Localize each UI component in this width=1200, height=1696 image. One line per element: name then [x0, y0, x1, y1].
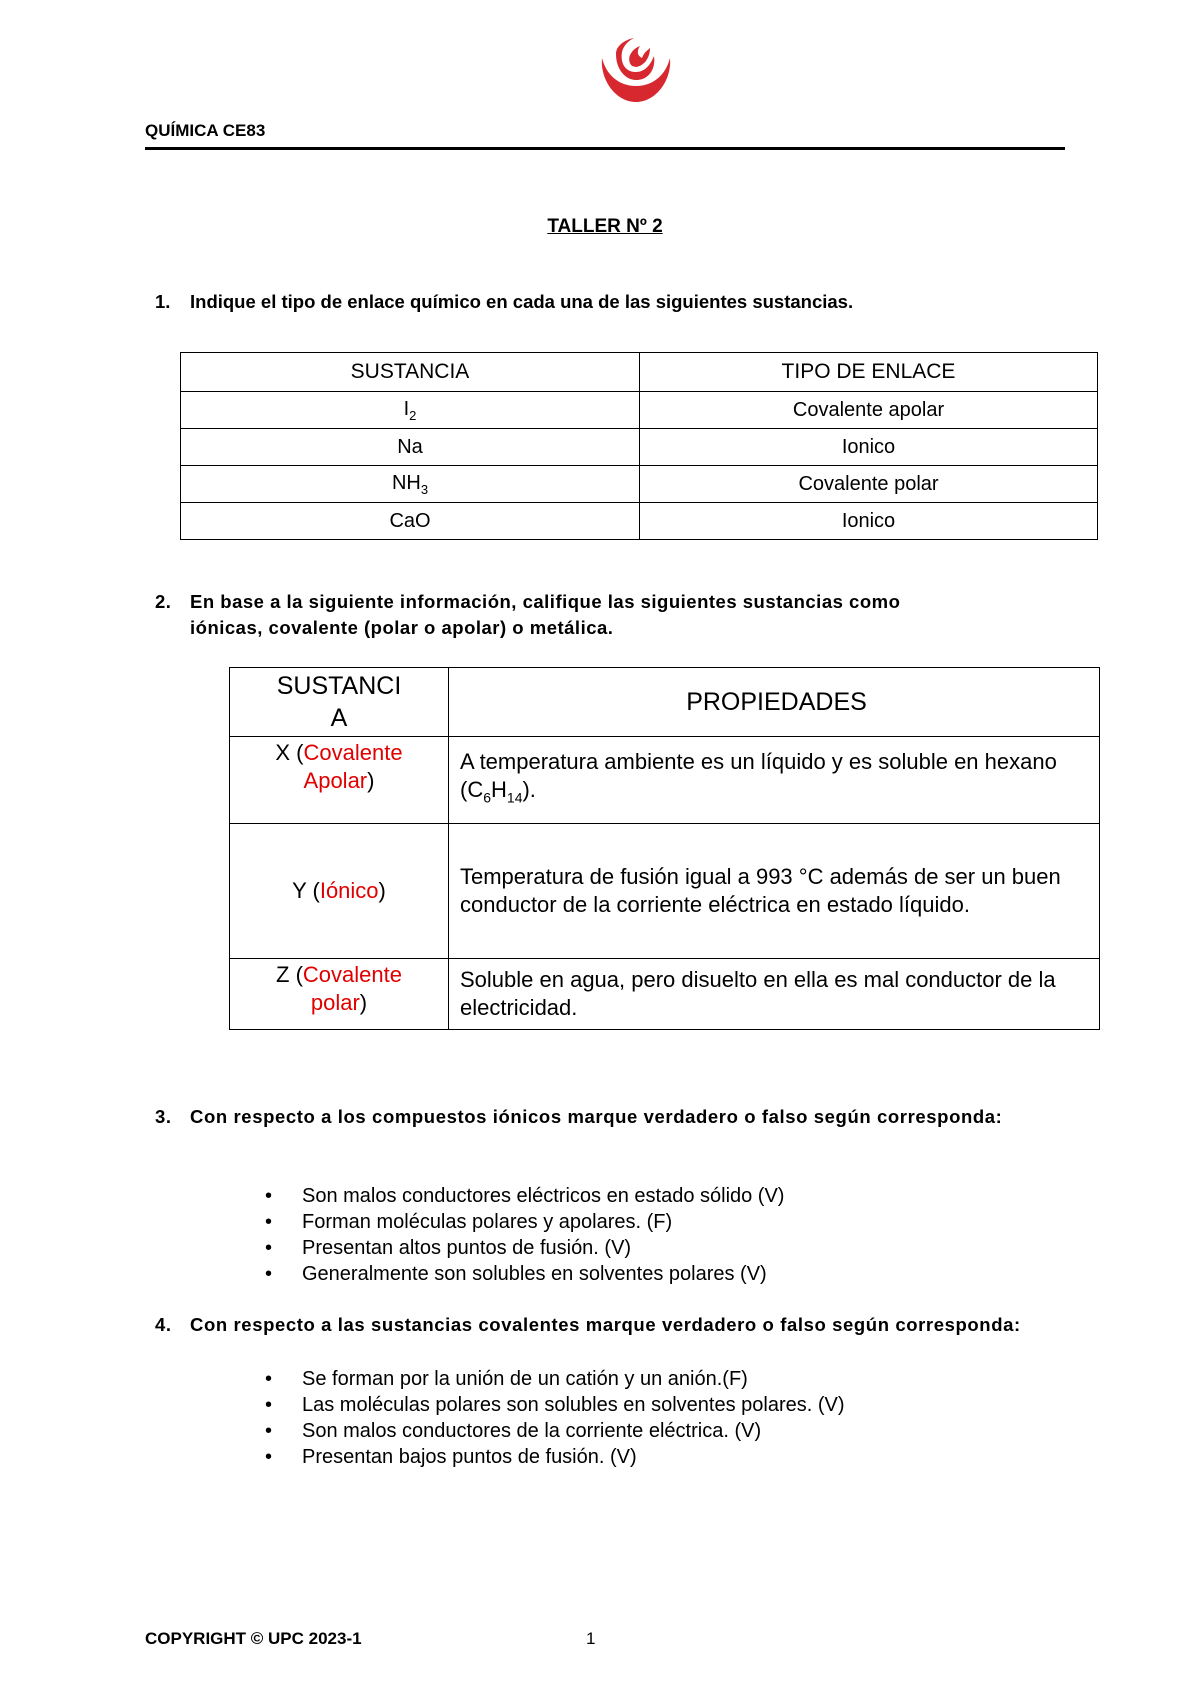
bond-type-cell: Covalente polar [640, 466, 1098, 503]
question-3-number: 3. [155, 1106, 172, 1127]
question-4-text: Con respecto a las sustancias covalentes marque verdadero o falso según corresponda: [190, 1314, 1021, 1335]
table-row [181, 503, 1098, 540]
properties-table [229, 667, 1100, 1030]
substance-y-cell: Y (Iónico) [230, 824, 449, 959]
header-course-title: QUÍMICA CE83 [145, 121, 266, 140]
question-3-list [265, 1183, 784, 1287]
answer-text: Covalente [302, 962, 402, 987]
bond-type-cell: Ionico [640, 429, 1098, 466]
list-item: • Las moléculas polares son solubles en solventes polares. (V) [265, 1392, 845, 1418]
property-cell: Soluble en agua, pero disuelto en ella es mal conductor de la electricidad. [449, 959, 1100, 1030]
answer-text: Apolar [303, 768, 368, 793]
question-4 [155, 1312, 1060, 1338]
table-row [181, 466, 1098, 503]
table-row [181, 392, 1098, 429]
list-item: • Son malos conductores de la corriente eléctrica. (V) [265, 1418, 845, 1444]
table-row [230, 959, 1100, 1030]
answer-text: polar [310, 990, 360, 1015]
header-sustancia: SUSTANCIA [181, 353, 640, 392]
question-1 [155, 289, 1060, 315]
question-1-number: 1. [155, 291, 171, 312]
question-4-number: 4. [155, 1314, 172, 1335]
property-cell: Temperatura de fusión igual a 993 °C además de ser un buen conductor de la corriente eléctrica en estado líquido. [449, 824, 1100, 959]
bond-type-table [180, 352, 1098, 540]
footer-copyright: COPYRIGHT © UPC 2023-1 [145, 1629, 362, 1648]
list-item: • Forman moléculas polares y apolares. (F) [265, 1209, 784, 1235]
question-3 [155, 1104, 1060, 1130]
list-item: • Son malos conductores eléctricos en estado sólido (V) [265, 1183, 784, 1209]
page-number: 1 [586, 1629, 596, 1648]
substance-cell: $NH_3$ [181, 466, 640, 503]
substance-cell: CaO [181, 503, 640, 540]
question-3-text: Con respecto a los compuestos iónicos marque verdadero o falso según corresponda: [190, 1106, 1003, 1127]
list-item: • Presentan altos puntos de fusión. (V) [265, 1235, 784, 1261]
property-cell: A temperatura ambiente es un líquido y es soluble en hexano $(C_6H_{14})$. [449, 737, 1100, 824]
question-2-text-line2: iónicas, covalente (polar o apolar) o metálica. [190, 617, 614, 638]
question-2-number: 2. [155, 591, 172, 612]
header-sustancia: SUSTANCI A [230, 668, 449, 737]
table-row [181, 429, 1098, 466]
list-item: • Generalmente son solubles en solventes polares (V) [265, 1261, 784, 1287]
question-2-text-line1: En base a la siguiente información, califique las siguientes sustancias como [190, 591, 901, 612]
substance-z-cell: Z (Covalente polar) [230, 959, 449, 1030]
list-item: • Se forman por la unión de un catión y un anión.(F) [265, 1366, 845, 1392]
table-header-row [230, 668, 1100, 737]
table-row [230, 824, 1100, 959]
list-item: • Presentan bajos puntos de fusión. (V) [265, 1444, 845, 1470]
substance-x-cell: X (Covalente Apolar) [230, 737, 449, 824]
question-2 [155, 589, 1060, 641]
question-4-list [265, 1366, 845, 1470]
question-1-text: Indique el tipo de enlace químico en cada una de las siguientes sustancias. [190, 291, 854, 312]
header-tipo-enlace: TIPO DE ENLACE [640, 353, 1098, 392]
upc-flame-logo-icon [596, 36, 676, 106]
document-title: TALLER Nº 2 [547, 216, 663, 237]
header-divider [145, 147, 1065, 150]
bond-type-cell: Ionico [640, 503, 1098, 540]
table-row [230, 737, 1100, 824]
bond-type-cell: Covalente apolar [640, 392, 1098, 429]
header-propiedades: PROPIEDADES [449, 668, 1100, 737]
table-header-row [181, 353, 1098, 392]
substance-cell: Na [181, 429, 640, 466]
answer-text: Iónico [319, 878, 379, 903]
substance-cell: $I_2$ [181, 392, 640, 429]
answer-text: Covalente [303, 740, 403, 765]
